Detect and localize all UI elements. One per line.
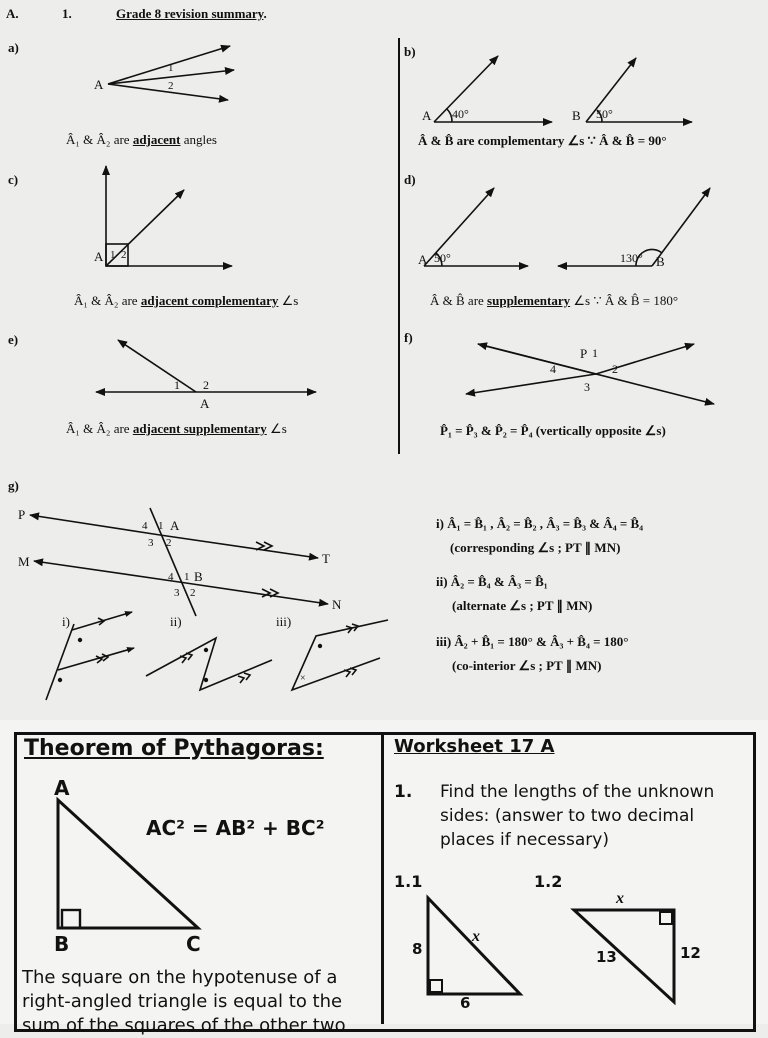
panel-a-caption-pre: Â₁ & Â₂ are [66, 132, 133, 147]
rule-alternate: ii) Â₂ = B̂₄ & Â₃ = B̂₁ [436, 574, 548, 589]
panel-c-point: A [94, 249, 104, 264]
panel-f-point: P [580, 346, 588, 361]
panel-a-point: A [94, 77, 104, 92]
panel-b-caption: Â & B̂ are complementary ∠s ∵ Â & B̂ = 90° [418, 133, 667, 148]
triangle-1-2-side-right: 12 [680, 944, 701, 962]
vertex-B: B [54, 932, 70, 956]
point-T: T [322, 551, 330, 566]
rule-corresponding: i) Â₁ = B̂₁ , Â₂ = B̂₂ , Â₃ = B̂₃ & Â₄ = B̂₄ [436, 516, 644, 531]
triangle-1-2-right-angle [660, 912, 672, 924]
panel-b-angleB: 50° [596, 107, 613, 121]
angle-a1: 1 [158, 520, 164, 532]
panel-a-caption-key: adjacent [132, 132, 181, 147]
panel-d-angleA: 50° [434, 251, 451, 265]
sub-diagram-i-label: i) [62, 614, 70, 629]
pythagoras-title: Theorem of Pythagoras: [24, 736, 324, 761]
angle-a3: 3 [148, 537, 154, 549]
panel-d-caption-post: ∠s ∵ Â & B̂ = 180° [570, 293, 679, 308]
problem-1-1-label: 1.1 [394, 872, 423, 891]
panel-c-angle1: 1 [110, 249, 116, 261]
triangle-1-1-hypotenuse: x [472, 928, 480, 945]
section-label: A. [6, 6, 19, 21]
angle-b1: 1 [184, 571, 190, 583]
panel-f-label: f) [404, 330, 413, 345]
vertex-C: C [186, 932, 201, 956]
panel-e-caption-key: adjacent supplementary [132, 421, 267, 436]
question-number: 1. [394, 782, 413, 802]
panel-b-pointB: B [572, 108, 581, 123]
panel-g-label: g) [8, 478, 19, 493]
panel-a-caption-post: angles [180, 132, 217, 147]
panel-b-angleA: 40° [452, 107, 469, 121]
panel-e-point: A [200, 396, 210, 411]
panel-c-caption-post: ∠s [278, 293, 299, 308]
c-shape-cross: × [300, 673, 306, 684]
panel-d-pointB: B [656, 254, 665, 269]
panel-e-caption-pre: Â₁ & Â₂ are [66, 421, 133, 436]
pythagoras-formula: AC² = AB² + BC² [146, 816, 325, 840]
panel-d-caption-key: supplementary [487, 293, 571, 308]
reason-corresponding: (corresponding ∠s ; PT ∥ MN) [450, 540, 621, 555]
pythagoras-statement: The square on the hypotenuse of a right-angled triangle is equal to the sum of the squares of the other two [22, 967, 346, 1036]
panel-f-caption: P̂₁ = P̂₃ & P̂₂ = P̂₄ (vertically opposite ∠s) [440, 423, 666, 438]
sub-diagram-ii-label: ii) [170, 614, 182, 629]
triangle-1-2-hypotenuse: 13 [596, 948, 617, 966]
panel-f-angle4: 4 [550, 362, 556, 376]
triangle-1-1-right-angle [430, 980, 442, 992]
panel-d-label: d) [404, 172, 416, 187]
angle-b4: 4 [168, 571, 174, 583]
panel-a-angle1: 1 [168, 62, 174, 74]
panel-e-caption-post: ∠s [266, 421, 287, 436]
angle-b2: 2 [190, 587, 196, 599]
panel-f-angle3: 3 [584, 380, 590, 394]
sub-diagram-iii-label: iii) [276, 614, 292, 629]
panel-c-angle2: 2 [121, 249, 127, 261]
problem-1-2-label: 1.2 [534, 872, 563, 891]
point-N: N [332, 597, 342, 612]
panel-f-angle2: 2 [612, 362, 618, 376]
page-title-end: . [263, 6, 267, 21]
panel-d-caption-pre: Â & B̂ are [430, 293, 488, 308]
panel-a-label: a) [8, 40, 19, 55]
reason-alternate: (alternate ∠s ; PT ∥ MN) [452, 598, 593, 613]
panel-c-caption-key: adjacent complementary [140, 293, 279, 308]
point-A: A [170, 518, 180, 533]
rule-co-interior: iii) Â₂ + B̂₁ = 180° & Â₃ + B̂₄ = 180° [436, 634, 629, 649]
angle-b3: 3 [174, 587, 180, 599]
point-P: P [18, 507, 26, 522]
triangle-1-2-side-top: x [616, 890, 624, 907]
vertex-A: A [54, 776, 70, 800]
panel-d-pointA: A [418, 252, 428, 267]
panel-e-angle1: 1 [174, 378, 180, 392]
pythagoras-right-angle [62, 910, 80, 928]
panel-c-label: c) [8, 172, 19, 187]
question-text: Find the lengths of the unknown sides: (answer to two decimal places if necessary) [440, 782, 715, 850]
panel-e-angle2: 2 [203, 378, 209, 392]
panel-b-label: b) [404, 44, 416, 59]
worksheet-title: Worksheet 17 A [394, 736, 555, 757]
angle-a2: 2 [166, 537, 172, 549]
triangle-1-1-side-left: 8 [412, 940, 423, 958]
item-number: 1. [62, 6, 72, 21]
panel-c-caption-pre: Â₁ & Â₂ are [74, 293, 141, 308]
reason-co-interior: (co-interior ∠s ; PT ∥ MN) [452, 658, 602, 673]
panel-d-angleB: 130° [620, 251, 643, 265]
triangle-1-1-side-bottom: 6 [460, 994, 471, 1012]
panel-a-angle2: 2 [168, 80, 174, 92]
page-title-text: Grade 8 revision summary [116, 6, 264, 21]
point-B: B [194, 569, 203, 584]
panel-b-pointA: A [422, 108, 432, 123]
panel-e-label: e) [8, 332, 19, 347]
panel-f-angle1: 1 [592, 346, 598, 360]
point-M: M [18, 554, 30, 569]
angle-a4: 4 [142, 520, 148, 532]
